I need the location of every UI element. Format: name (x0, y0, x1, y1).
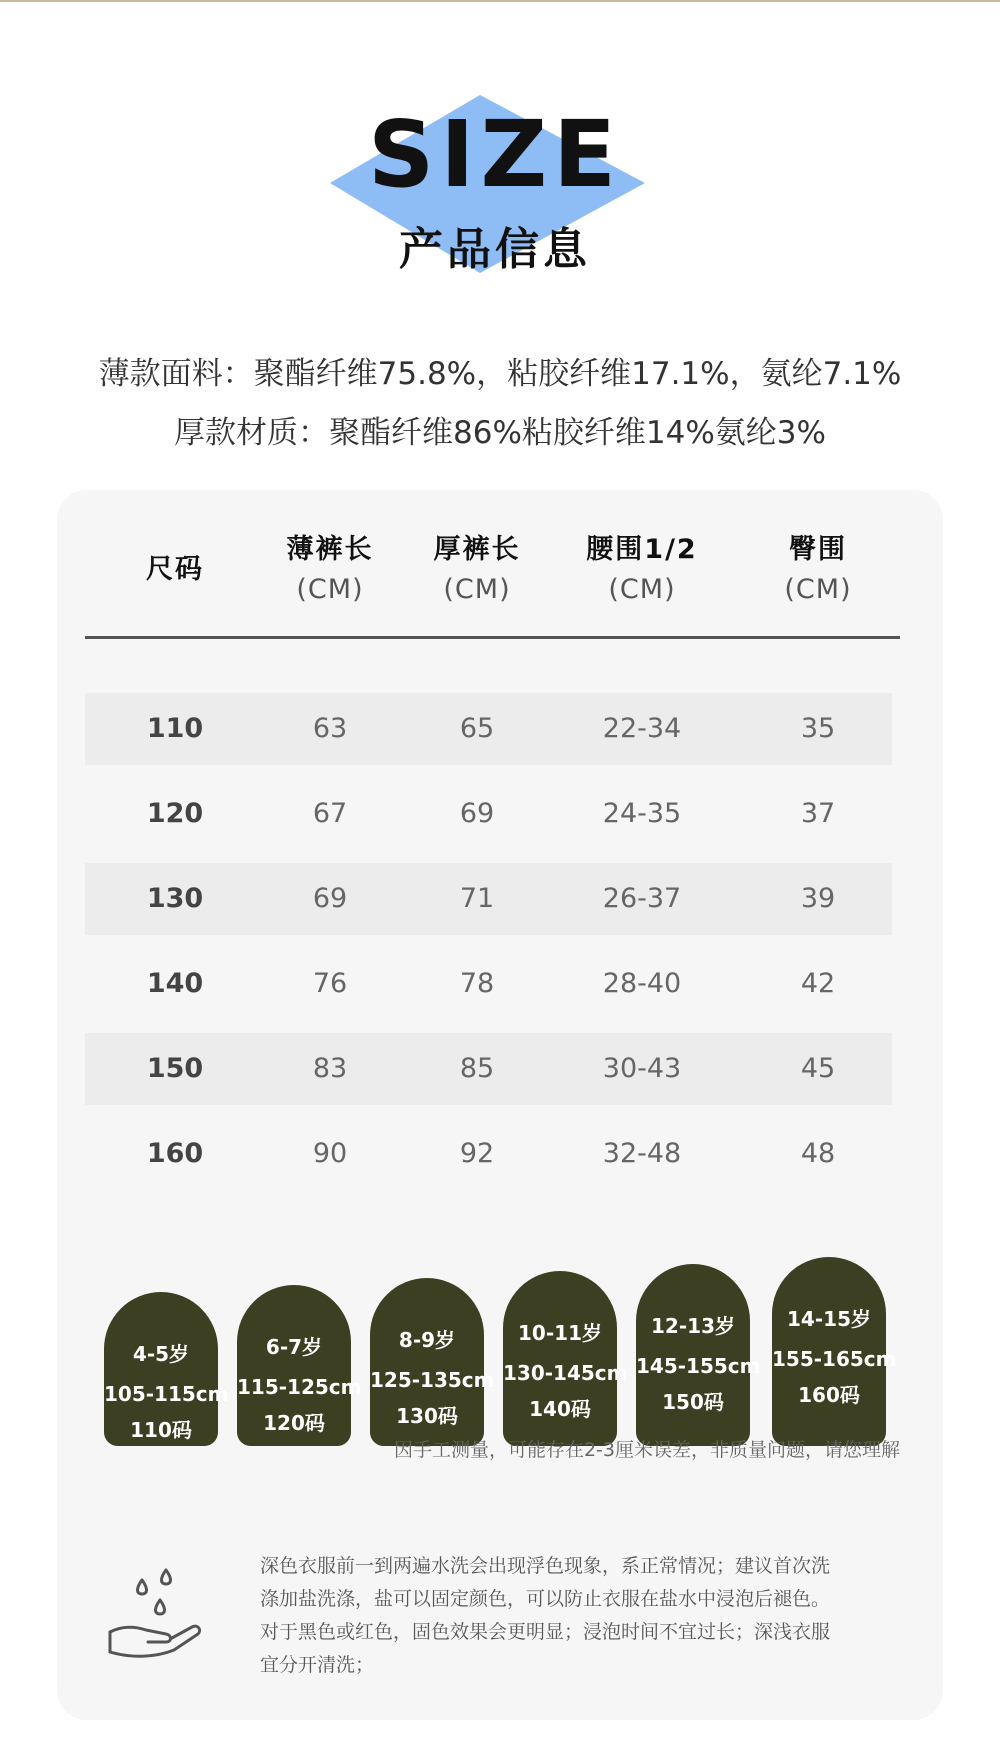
cell-hip: 39 (800, 883, 836, 914)
cell-waist: 26-37 (602, 883, 682, 914)
cell-waist: 22-34 (602, 713, 682, 744)
table-row (85, 1118, 892, 1190)
cell-waist: 24-35 (602, 798, 682, 829)
header-thin-length: 薄裤长 (CM) (286, 534, 374, 605)
cell-thin-length: 83 (312, 1053, 348, 1084)
cell-thick-length: 69 (459, 798, 495, 829)
table-row (85, 948, 892, 1020)
age-pill: 8-9岁 125-135cm 130码 (370, 1278, 484, 1446)
cell-hip: 37 (800, 798, 836, 829)
fabric-thick: 厚款材质：聚酯纤维86%粘胶纤维14%氨纶3% (174, 415, 826, 451)
cell-hip: 45 (800, 1053, 836, 1084)
page-title: SIZE (367, 101, 623, 208)
cell-size: 160 (146, 1138, 204, 1169)
cell-thin-length: 67 (312, 798, 348, 829)
cell-thick-length: 78 (459, 968, 495, 999)
age-pill: 10-11岁 130-145cm 140码 (503, 1271, 617, 1446)
cell-hip: 48 (800, 1138, 836, 1169)
header-divider (85, 636, 900, 639)
header-thick-length: 厚裤长 (CM) (433, 534, 521, 605)
table-row (85, 778, 892, 850)
cell-size: 140 (146, 968, 204, 999)
age-pill: 14-15岁 155-165cm 160码 (772, 1257, 886, 1446)
cell-thin-length: 63 (312, 713, 348, 744)
cell-thin-length: 90 (312, 1138, 348, 1169)
size-badge (330, 95, 660, 305)
table-row (85, 863, 892, 935)
cell-hip: 42 (800, 968, 836, 999)
header-hip: 臀围 (CM) (784, 534, 852, 605)
cell-size: 150 (146, 1053, 204, 1084)
table-header (85, 530, 900, 620)
cell-size: 120 (146, 798, 204, 829)
cell-waist: 32-48 (602, 1138, 682, 1169)
age-pill: 12-13岁 145-155cm 150码 (636, 1264, 750, 1446)
cell-waist: 30-43 (602, 1053, 682, 1084)
top-divider (0, 0, 1000, 2)
measurement-note: 因手工测量，可能存在2-3厘米误差，非质量问题，请您理解 (393, 1439, 900, 1461)
washing-hand-icon (102, 1560, 212, 1670)
header-size: 尺码 (146, 554, 204, 585)
cell-size: 110 (146, 713, 204, 744)
cell-thin-length: 76 (312, 968, 348, 999)
table-row (85, 1033, 892, 1105)
header-waist: 腰围1/2 (CM) (586, 534, 698, 605)
size-card (57, 490, 943, 1720)
cell-size: 130 (146, 883, 204, 914)
page-subtitle: 产品信息 (399, 224, 591, 275)
cell-waist: 28-40 (602, 968, 682, 999)
fabric-thin: 薄款面料：聚酯纤维75.8%，粘胶纤维17.1%，氨纶7.1% (98, 356, 902, 392)
cell-thick-length: 65 (459, 713, 495, 744)
cell-thin-length: 69 (312, 883, 348, 914)
table-row (85, 693, 892, 765)
cell-thick-length: 92 (459, 1138, 495, 1169)
age-pill: 6-7岁 115-125cm 120码 (237, 1285, 351, 1446)
cell-thick-length: 71 (459, 883, 495, 914)
age-pill: 4-5岁 105-115cm 110码 (104, 1292, 218, 1446)
cell-hip: 35 (800, 713, 836, 744)
care-instructions: 深色衣服前一到两遍水洗会出现浮色现象，系正常情况；建议首次洗 涤加盐洗涤，盐可以固定颜色，可以防止衣服在盐水中浸泡后褪色。 对于黑色或红色，固色效果会更明显；浸泡时间不宜过长；深浅衣服 宜分开清洗； (260, 1555, 831, 1676)
cell-thick-length: 85 (459, 1053, 495, 1084)
